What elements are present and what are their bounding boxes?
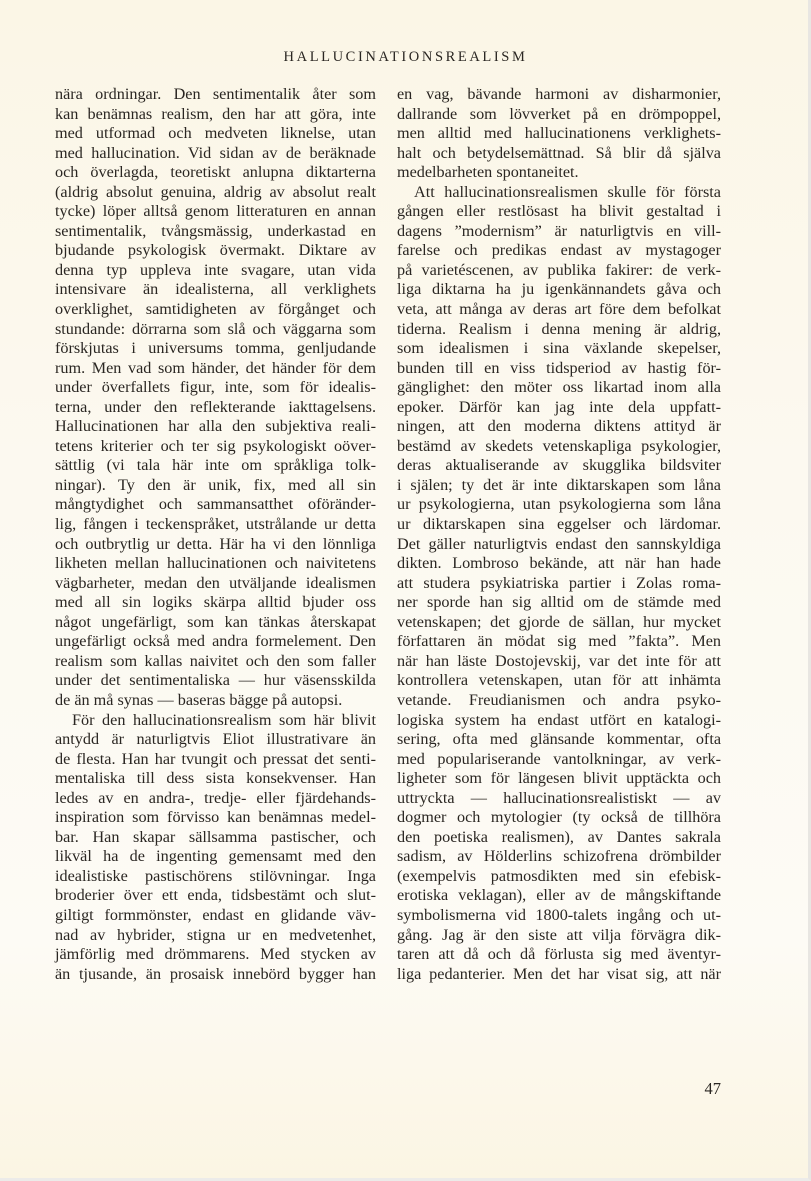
text-line: symbolismerna vid 1800-talets ingång och ut-	[397, 905, 721, 924]
text-line: erotiska veklagan), eller av de mångskiftande	[397, 886, 721, 905]
text-line: bar. Han skapar sällsamma pastischer, och	[55, 827, 376, 846]
text-line: rum. Men vad som händer, det händer för dem	[55, 358, 376, 377]
text-line: farelse och predikas endast av mystagoger	[397, 241, 721, 260]
text-line: likväl ha de ingenting gemensamt med den	[55, 847, 376, 866]
text-line: nad av hybrider, stigna ur en medvetenhet,	[55, 925, 376, 944]
text-line: tetens kriterier och ter sig psykologiskt oöver-	[55, 436, 376, 455]
text-line: antydd är naturligtvis Eliot illustrativare än	[55, 730, 376, 749]
text-line: sadism, av Hölderlins schizofrena drömbilder	[397, 847, 721, 866]
text-line: inspiration som förvisso kan benämnas medel-	[55, 808, 376, 827]
text-line: vetande. Freudianismen och andra psyko-	[397, 690, 721, 709]
paragraph-start-line: För den hallucinationsrealism som här blivit	[72, 710, 376, 729]
text-line: halt och betydelsemättnad. Så blir då själva	[397, 143, 721, 162]
text-line: mångtydighet och sammansatthet oföränder-	[55, 495, 376, 514]
text-line: på varietéscenen, av publika fakirer: de verk-	[397, 260, 721, 279]
text-line: de flesta. Han har tvungit och pressat det senti-	[55, 749, 376, 768]
text-line: idealistiske pastischörens stilövningar. Inga	[55, 866, 376, 885]
text-line: sering, ofta med glänsande kommentar, ofta	[397, 730, 721, 749]
text-line: med utformad och medveten liknelse, utan	[55, 124, 376, 143]
text-line: bunden till en viss tidsperiod av hastig för-	[397, 358, 721, 377]
text-line: en vag, bävande harmoni av disharmonier,	[397, 85, 721, 103]
text-line: dallrande som lövverket på en drömpoppel,	[397, 104, 721, 123]
text-line: realism som kallas naivitet och den som faller	[55, 651, 376, 670]
text-line: medelbarheten spontaneitet.	[397, 163, 579, 182]
text-line: terna, under den reflekterande iakttagelsens.	[55, 397, 376, 416]
paragraph-start-line: Att hallucinationsrealismen skulle för första	[414, 182, 721, 201]
text-line: som idealismen i sina växlande skepelser,	[397, 339, 721, 358]
text-line: med populariserande vantolkningar, av verk-	[397, 749, 721, 768]
text-line: bjudande psykologisk övermakt. Diktare av	[55, 241, 376, 260]
text-line: ningar). Ty den är unik, fix, med all sin	[55, 475, 376, 494]
text-line: uttryckta — hallucinationsrealistiskt — av	[397, 788, 721, 807]
text-line: epoker. Därför kan jag inte dela uppfatt-	[397, 397, 721, 416]
text-line: än tjusande, än prosaisk innebörd bygger han	[55, 964, 376, 983]
text-line: dagens ”modernism” är naturligtvis en vill-	[397, 221, 721, 240]
right-column	[397, 85, 721, 984]
text-line: ligheter som för längesen blivit upptäckta och	[397, 769, 721, 788]
text-line: gänglighet: den möter oss likartad inom alla	[397, 378, 721, 397]
text-line: vägbarheter, medan den utväljande idealismen	[55, 573, 376, 592]
text-line: dogmer och mytologier (ty också de tillhöra	[397, 808, 721, 827]
text-line: gång. Jag är den siste att vilja förvägra dik-	[397, 925, 721, 944]
text-line: när han läste Dostojevskij, var det inte för att	[397, 651, 721, 670]
text-line: vetenskapen; det gjorde de sällan, hur mycket	[397, 612, 721, 631]
text-line: logiska system ha endast utfört en katalogi-	[397, 710, 721, 729]
text-line: sentimentalik, tvångsmässig, underkastad en	[55, 221, 376, 240]
text-line: i själen; ty det är inte diktarskapen som låna	[397, 475, 721, 494]
text-line: lig, fången i teckenspråket, utstrålande ur detta	[55, 515, 376, 534]
text-line: ur psykologierna, utan psykologierna som låna	[397, 495, 721, 514]
text-line: liga diktarna ha ju igenkännandets gåva och	[397, 280, 721, 299]
text-line: tiderna. Realism i denna mening är aldrig,	[397, 319, 721, 338]
text-line: under det sentimentaliska — hur väsensskilda	[55, 671, 376, 690]
text-line: likheten mellan hallucinationen och naivitetens	[55, 554, 376, 573]
text-line: broderier över ett enda, tidsbestämt och slut-	[55, 886, 376, 905]
text-line: Det gäller naturligtvis endast den sannskyldiga	[397, 534, 721, 553]
text-line: förskjutas i universums tomma, genljudande	[55, 339, 376, 358]
running-header: HALLUCINATIONSREALISM	[283, 49, 528, 65]
text-line: ner sporde han sig alltid om de stämde med	[397, 593, 721, 612]
text-line: Hallucinationen har alla den subjektiva reali-	[55, 417, 376, 436]
text-line: och outbrytlig ur detta. Här ha vi den lönnliga	[55, 534, 376, 553]
text-line: något ungefärligt, som kan tänkas återskapat	[55, 612, 376, 631]
text-line: författaren än mödat sig med ”fakta”. Men	[397, 632, 721, 651]
text-line: kan benämnas realism, den har att göra, inte	[55, 104, 376, 123]
text-line: liga pedanterier. Men det har visat sig, att när	[397, 964, 721, 983]
text-line: veta, att många av deras art före dem befolkat	[397, 300, 721, 319]
text-line: den poetiska realismen), av Dantes sakrala	[397, 827, 721, 846]
text-line: men alltid med hallucinationens verklighets-	[397, 124, 721, 143]
text-line: (aldrig absolut genuina, aldrig av absolut realt	[55, 182, 376, 201]
text-line: de än må synas — baseras bägge på autopsi.	[55, 690, 343, 709]
text-line: med all sin logiks skärpa alltid bjuder oss	[55, 593, 376, 612]
text-line: overklighet, samtidigheten av förgånget och	[55, 300, 376, 319]
text-line: stundande: dörrarna som slå och väggarna som	[55, 319, 376, 338]
text-line: jämförlig med drömmarens. Med stycken av	[55, 945, 376, 964]
page-number: 47	[704, 1079, 721, 1098]
text-line: ledes av en andra-, tredje- eller fjärdehands-	[55, 788, 376, 807]
text-line: deras aktualiserande av skugglika bildsviter	[397, 456, 721, 475]
text-line: (exempelvis patmosdikten med sin efebisk-	[397, 866, 721, 885]
text-line: ningen, att den moderna diktens attityd är	[397, 417, 721, 436]
text-line: ur diktarskapen sina eggelser och lärdomar.	[397, 515, 721, 534]
text-line: intensivare än idealisterna, all verklighets	[55, 280, 376, 299]
text-line: taren att då och då förlusta sig med äventyr-	[397, 945, 721, 964]
text-line: sättlig (vi tala här inte om språkliga tolk-	[55, 456, 376, 475]
text-line: ungefärligt också med andra formelement. Den	[55, 632, 376, 651]
text-line: och överlagda, teoretiskt anlupna diktarterna	[55, 163, 376, 182]
text-line: mentaliska till dess sista konsekvenser. Han	[55, 769, 376, 788]
text-line: nära ordningar. Den sentimentalik åter som	[55, 85, 376, 103]
text-line: giltigt formmönster, endast en glidande väv-	[55, 905, 376, 924]
text-line: denna typ uppleva inte svagare, utan vida	[55, 260, 376, 279]
text-line: kontrollera vetenskapen, utan för att inhämta	[397, 671, 721, 690]
text-line: dikten. Lombroso bekände, att när han hade	[397, 554, 721, 573]
text-line: gången eller restlösast ha blivit gestaltad i	[397, 202, 721, 221]
text-line: under överfallets figur, inte, som för idealis-	[55, 378, 376, 397]
text-line: tycke) löper alltså genom litteraturen en annan	[55, 202, 376, 221]
left-column	[55, 85, 376, 984]
text-line: att studera psykiatriska partier i Zolas roma-	[397, 573, 721, 592]
text-line: bestämd av skedets vetenskapliga psykologier,	[397, 436, 721, 455]
text-line: med hallucination. Vid sidan av de beräknade	[55, 143, 376, 162]
